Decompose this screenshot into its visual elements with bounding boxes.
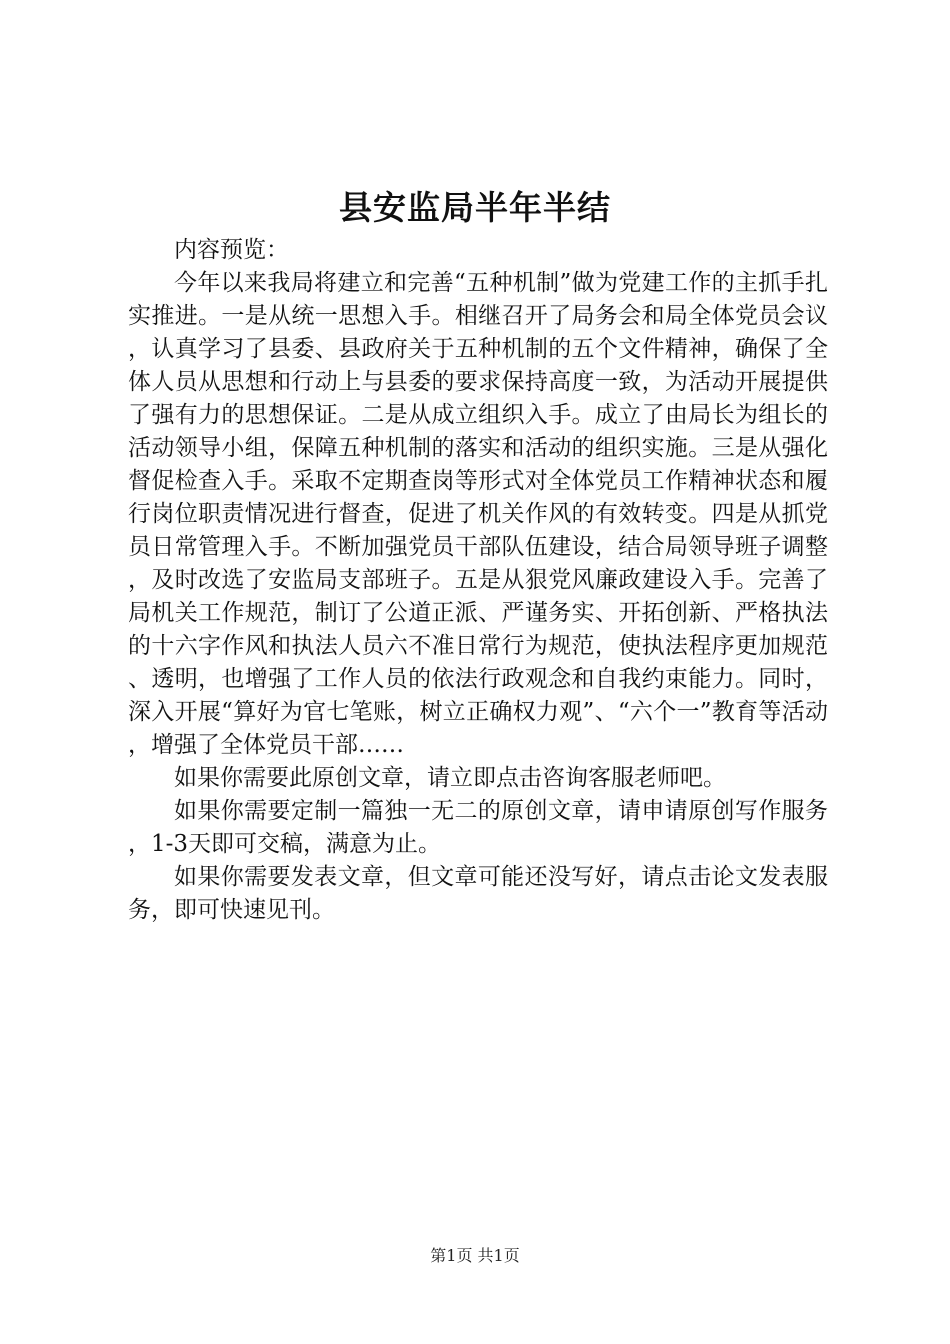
document-title: 县安监局半年半结 xyxy=(339,188,611,227)
body-paragraph-consult: 如果你需要此原创文章，请立即点击咨询客服老师吧。 xyxy=(174,765,726,791)
body-paragraph-custom: 如果你需要定制一篇独一无二的原创文章，请申请原创写作服务，1-3天即可交稿，满意为止。 xyxy=(128,798,828,857)
body-paragraph-publish: 如果你需要发表文章，但文章可能还没写好，请点击论文发表服务，即可快速见刊。 xyxy=(128,864,828,923)
preview-label: 内容预览： xyxy=(174,237,289,263)
document-body xyxy=(128,234,828,927)
page-footer: 第1页 共1页 xyxy=(430,1246,520,1265)
body-paragraph-main: 今年以来我局将建立和完善“五种机制”做为党建工作的主抓手扎实推进。一是从统一思想入手。相继召开了局务会和局全体党员会议，认真学习了县委、县政府关于五种机制的五个文件精神，确保了全体人员从思想和行动上与县委的要求保持高度一致，为活动开展提供了强有力的思想保证。二是从成立组织入手。成立了由局长为组长的活动领导小组，保障五种机制的落实和活动的组织实施。三是从强化督促检查入手。采取不定期查岗等形式对全体党员工作精神状态和履行岗位职责情况进行督查，促进了机关作风的有效转变。四是从抓党员日常管理入手。不断加强党员干部队伍建设，结合局领导班子调整，及时改选了安监局支部班子。五是从狠党风廉政建设入手。完善了局机关工作规范，制订了公道正派、严谨务实、开拓创新、严格执法的十六字作风和执法人员六不准日常行为规范，使执法程序更加规范、透明，也增强了工作人员的依法行政观念和自我约束能力。同时，深入开展“算好为官七笔账，树立正确权力观”、“六个一”教育等活动，增强了全体党员干部…… xyxy=(128,270,828,758)
